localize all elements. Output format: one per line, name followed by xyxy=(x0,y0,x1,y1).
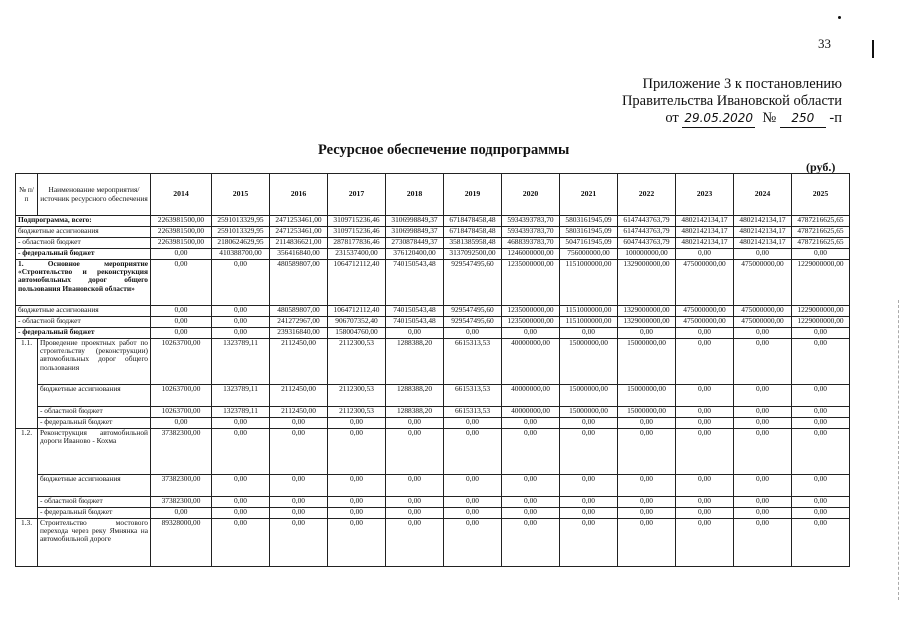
value-cell: 40000000,00 xyxy=(502,339,560,385)
value-cell: 0,00 xyxy=(560,429,618,475)
value-cell: 0,00 xyxy=(328,429,386,475)
value-cell: 0,00 xyxy=(792,497,850,508)
value-cell: 3109715236,46 xyxy=(328,227,386,238)
value-cell: 0,00 xyxy=(444,508,502,519)
value-cell: 0,00 xyxy=(676,407,734,418)
value-cell: 740150543,48 xyxy=(386,317,444,328)
value-cell: 0,00 xyxy=(386,418,444,429)
value-cell: 2114836621,00 xyxy=(270,238,328,249)
value-cell: 929547495,60 xyxy=(444,260,502,306)
value-cell: 0,00 xyxy=(386,328,444,339)
table-row xyxy=(16,306,850,317)
value-cell: 3137092500,00 xyxy=(444,249,502,260)
col-year: 2021 xyxy=(560,174,618,216)
value-cell: 0,00 xyxy=(386,429,444,475)
table-row xyxy=(16,429,850,475)
value-cell: 37382300,00 xyxy=(151,475,212,497)
row-label: - областной бюджет xyxy=(38,407,151,418)
table-row xyxy=(16,328,850,339)
value-cell: 0,00 xyxy=(734,328,792,339)
value-cell: 480589807,00 xyxy=(270,306,328,317)
value-cell: 0,00 xyxy=(618,475,676,497)
value-cell: 3106998849,37 xyxy=(386,227,444,238)
value-cell: 0,00 xyxy=(560,328,618,339)
value-cell: 0,00 xyxy=(792,508,850,519)
value-cell: 1151000000,00 xyxy=(560,317,618,328)
value-cell: 10263700,00 xyxy=(151,385,212,407)
value-cell: 0,00 xyxy=(618,497,676,508)
page-number: 33 xyxy=(818,36,831,51)
value-cell: 2112450,00 xyxy=(270,339,328,385)
value-cell: 906707352,40 xyxy=(328,317,386,328)
value-cell: 100000000,00 xyxy=(618,249,676,260)
row-label: - областной бюджет xyxy=(38,497,151,508)
value-cell: 1064712112,40 xyxy=(328,306,386,317)
value-cell: 0,00 xyxy=(676,339,734,385)
margin-mark xyxy=(872,40,874,58)
value-cell: 0,00 xyxy=(328,497,386,508)
value-cell: 475000000,00 xyxy=(734,306,792,317)
value-cell: 4802142134,17 xyxy=(734,238,792,249)
table-row xyxy=(16,238,850,249)
value-cell: 0,00 xyxy=(734,497,792,508)
value-cell: 0,00 xyxy=(328,475,386,497)
value-cell: 0,00 xyxy=(386,475,444,497)
value-cell: 0,00 xyxy=(444,418,502,429)
value-cell: 0,00 xyxy=(676,249,734,260)
value-cell: 0,00 xyxy=(560,519,618,567)
value-cell: 929547495,60 xyxy=(444,317,502,328)
value-cell: 2112300,53 xyxy=(328,407,386,418)
scan-dot xyxy=(838,16,841,19)
value-cell: 5934393783,70 xyxy=(502,227,560,238)
scan-edge xyxy=(898,300,900,600)
value-cell: 0,00 xyxy=(676,418,734,429)
col-year: 2024 xyxy=(734,174,792,216)
value-cell: 0,00 xyxy=(618,429,676,475)
value-cell: 2878177836,46 xyxy=(328,238,386,249)
value-cell: 0,00 xyxy=(270,429,328,475)
item-index: 1.3. xyxy=(16,519,38,567)
value-cell: 0,00 xyxy=(270,475,328,497)
value-cell: 0,00 xyxy=(386,519,444,567)
value-cell: 40000000,00 xyxy=(502,385,560,407)
value-cell: 0,00 xyxy=(502,429,560,475)
document-title: Ресурсное обеспечение подпрограммы xyxy=(318,142,570,158)
value-cell: 0,00 xyxy=(560,418,618,429)
value-cell: 4802142134,17 xyxy=(676,216,734,227)
col-name: Наименование мероприятия/источник ресурсного обеспечения xyxy=(38,174,151,216)
table-row xyxy=(16,475,850,497)
value-cell: 2263981500,00 xyxy=(151,216,212,227)
value-cell: 0,00 xyxy=(212,497,270,508)
value-cell: 0,00 xyxy=(734,508,792,519)
appendix-line-2: Правительства Ивановской области xyxy=(621,93,842,109)
item-index: 1.1. xyxy=(16,339,38,429)
table-body xyxy=(16,216,850,567)
value-cell: 0,00 xyxy=(502,328,560,339)
value-cell: 2591013329,95 xyxy=(212,216,270,227)
value-cell: 0,00 xyxy=(270,508,328,519)
value-cell: 0,00 xyxy=(676,328,734,339)
value-cell: 1246000000,00 xyxy=(502,249,560,260)
value-cell: 0,00 xyxy=(502,508,560,519)
value-cell: 6718478458,48 xyxy=(444,216,502,227)
value-cell: 0,00 xyxy=(328,508,386,519)
value-cell: 15000000,00 xyxy=(560,385,618,407)
row-label: - федеральный бюджет xyxy=(38,418,151,429)
value-cell: 0,00 xyxy=(676,385,734,407)
row-label: - федеральный бюджет xyxy=(16,249,151,260)
value-cell: 1288388,20 xyxy=(386,339,444,385)
number-suffix: -п xyxy=(829,110,842,126)
value-cell: 740150543,48 xyxy=(386,260,444,306)
value-cell: 15000000,00 xyxy=(618,407,676,418)
row-label: - областной бюджет xyxy=(16,317,151,328)
value-cell: 231537400,00 xyxy=(328,249,386,260)
row-label: бюджетные ассигнования xyxy=(38,475,151,497)
table-row xyxy=(16,519,850,567)
value-cell: 0,00 xyxy=(444,429,502,475)
table-row xyxy=(16,407,850,418)
value-cell: 1329000000,00 xyxy=(618,317,676,328)
value-cell: 89328000,00 xyxy=(151,519,212,567)
value-cell: 5803161945,09 xyxy=(560,227,618,238)
value-cell: 0,00 xyxy=(560,497,618,508)
value-cell: 475000000,00 xyxy=(676,260,734,306)
value-cell: 0,00 xyxy=(792,328,850,339)
value-cell: 4802142134,17 xyxy=(676,238,734,249)
value-cell: 3106998849,37 xyxy=(386,216,444,227)
value-cell: 1323789,11 xyxy=(212,339,270,385)
row-label: бюджетные ассигнования xyxy=(16,306,151,317)
value-cell: 1235000000,00 xyxy=(502,260,560,306)
value-cell: 4787216625,65 xyxy=(792,216,850,227)
value-cell: 0,00 xyxy=(386,508,444,519)
value-cell: 0,00 xyxy=(618,519,676,567)
col-year: 2022 xyxy=(618,174,676,216)
value-cell: 0,00 xyxy=(502,418,560,429)
value-cell: 0,00 xyxy=(792,407,850,418)
table-row xyxy=(16,227,850,238)
value-cell: 6615313,53 xyxy=(444,407,502,418)
value-cell: 0,00 xyxy=(212,508,270,519)
col-year: 2025 xyxy=(792,174,850,216)
value-cell: 0,00 xyxy=(444,328,502,339)
value-cell: 37382300,00 xyxy=(151,429,212,475)
from-label: от xyxy=(665,110,679,126)
value-cell: 10263700,00 xyxy=(151,339,212,385)
value-cell: 2263981500,00 xyxy=(151,227,212,238)
value-cell: 6147443763,79 xyxy=(618,227,676,238)
value-cell: 0,00 xyxy=(676,497,734,508)
value-cell: 0,00 xyxy=(676,475,734,497)
value-cell: 0,00 xyxy=(676,429,734,475)
value-cell: 4787216625,65 xyxy=(792,238,850,249)
value-cell: 1288388,20 xyxy=(386,407,444,418)
value-cell: 0,00 xyxy=(792,475,850,497)
value-cell: 6147443763,79 xyxy=(618,216,676,227)
value-cell: 475000000,00 xyxy=(734,260,792,306)
value-cell: 1323789,11 xyxy=(212,407,270,418)
table-row xyxy=(16,260,850,306)
value-cell: 0,00 xyxy=(444,497,502,508)
value-cell: 0,00 xyxy=(270,418,328,429)
value-cell: 475000000,00 xyxy=(734,317,792,328)
appendix-line-3 xyxy=(560,110,842,128)
table-row xyxy=(16,216,850,227)
value-cell: 241272967,00 xyxy=(270,317,328,328)
value-cell: 0,00 xyxy=(151,249,212,260)
col-year: 2018 xyxy=(386,174,444,216)
value-cell: 6047443763,79 xyxy=(618,238,676,249)
value-cell: 4787216625,65 xyxy=(792,227,850,238)
value-cell: 1329000000,00 xyxy=(618,260,676,306)
value-cell: 15000000,00 xyxy=(560,407,618,418)
value-cell: 0,00 xyxy=(151,260,212,306)
value-cell: 1288388,20 xyxy=(386,385,444,407)
col-year: 2015 xyxy=(212,174,270,216)
value-cell: 0,00 xyxy=(151,508,212,519)
table-row xyxy=(16,385,850,407)
decree-number: 250 xyxy=(780,110,826,128)
value-cell: 0,00 xyxy=(734,475,792,497)
value-cell: 0,00 xyxy=(734,385,792,407)
value-cell: 4802142134,17 xyxy=(676,227,734,238)
value-cell: 10263700,00 xyxy=(151,407,212,418)
value-cell: 37382300,00 xyxy=(151,497,212,508)
row-label: - федеральный бюджет xyxy=(16,328,151,339)
value-cell: 929547495,60 xyxy=(444,306,502,317)
value-cell: 15000000,00 xyxy=(560,339,618,385)
table-row xyxy=(16,249,850,260)
value-cell: 1323789,11 xyxy=(212,385,270,407)
value-cell: 0,00 xyxy=(618,508,676,519)
value-cell: 0,00 xyxy=(734,249,792,260)
value-cell: 4802142134,17 xyxy=(734,227,792,238)
col-year: 2016 xyxy=(270,174,328,216)
value-cell: 1064712112,40 xyxy=(328,260,386,306)
value-cell: 4688393783,70 xyxy=(502,238,560,249)
row-label: Подпрограмма, всего: xyxy=(16,216,151,227)
value-cell: 0,00 xyxy=(734,407,792,418)
row-label: бюджетные ассигнования xyxy=(38,385,151,407)
decree-date: 29.05.2020 xyxy=(682,110,755,128)
value-cell: 0,00 xyxy=(734,339,792,385)
row-label: 1. Основное мероприятие «Строительство и реконструкция автомобильных дорог общего пользования Ивановской области» xyxy=(16,260,151,306)
value-cell: 2471253461,00 xyxy=(270,227,328,238)
value-cell: 2591013329,95 xyxy=(212,227,270,238)
row-label: - федеральный бюджет xyxy=(38,508,151,519)
value-cell: 756000000,00 xyxy=(560,249,618,260)
value-cell: 376120400,00 xyxy=(386,249,444,260)
value-cell: 0,00 xyxy=(386,497,444,508)
value-cell: 6615313,53 xyxy=(444,339,502,385)
value-cell: 2730878449,37 xyxy=(386,238,444,249)
value-cell: 1151000000,00 xyxy=(560,306,618,317)
value-cell: 0,00 xyxy=(328,519,386,567)
value-cell: 0,00 xyxy=(792,249,850,260)
value-cell: 0,00 xyxy=(502,475,560,497)
value-cell: 1229000000,00 xyxy=(792,317,850,328)
value-cell: 1235000000,00 xyxy=(502,306,560,317)
value-cell: 480589807,00 xyxy=(270,260,328,306)
value-cell: 0,00 xyxy=(212,429,270,475)
value-cell: 0,00 xyxy=(502,497,560,508)
value-cell: 0,00 xyxy=(676,519,734,567)
item-name: Реконструкция автомобильной дороги Иваново - Кохма xyxy=(38,429,151,475)
value-cell: 158004760,00 xyxy=(328,328,386,339)
item-name: Строительство мостового перехода через реку Ямнянка на автомобильной дороге xyxy=(38,519,151,567)
appendix-line-1: Приложение 3 к постановлению xyxy=(642,76,842,92)
value-cell: 475000000,00 xyxy=(676,317,734,328)
appendix-header xyxy=(560,76,842,128)
col-year: 2017 xyxy=(328,174,386,216)
value-cell: 15000000,00 xyxy=(618,339,676,385)
value-cell: 0,00 xyxy=(734,418,792,429)
value-cell: 0,00 xyxy=(212,306,270,317)
value-cell: 0,00 xyxy=(444,475,502,497)
value-cell: 475000000,00 xyxy=(676,306,734,317)
value-cell: 2112450,00 xyxy=(270,385,328,407)
row-label: - областной бюджет xyxy=(16,238,151,249)
value-cell: 40000000,00 xyxy=(502,407,560,418)
resource-table xyxy=(15,173,850,567)
table-row xyxy=(16,339,850,385)
value-cell: 0,00 xyxy=(212,519,270,567)
value-cell: 1329000000,00 xyxy=(618,306,676,317)
value-cell: 0,00 xyxy=(151,317,212,328)
value-cell: 2112450,00 xyxy=(270,407,328,418)
col-year: 2020 xyxy=(502,174,560,216)
unit-label: (руб.) xyxy=(806,160,836,174)
value-cell: 0,00 xyxy=(734,429,792,475)
value-cell: 1229000000,00 xyxy=(792,306,850,317)
value-cell: 0,00 xyxy=(444,519,502,567)
value-cell: 4802142134,17 xyxy=(734,216,792,227)
table-row xyxy=(16,317,850,328)
value-cell: 2180624629,95 xyxy=(212,238,270,249)
value-cell: 2112300,53 xyxy=(328,339,386,385)
value-cell: 3109715236,46 xyxy=(328,216,386,227)
value-cell: 15000000,00 xyxy=(618,385,676,407)
value-cell: 0,00 xyxy=(618,328,676,339)
col-year: 2023 xyxy=(676,174,734,216)
table-row xyxy=(16,418,850,429)
value-cell: 410388700,00 xyxy=(212,249,270,260)
value-cell: 6718478458,48 xyxy=(444,227,502,238)
table-row xyxy=(16,508,850,519)
number-label: № xyxy=(762,110,777,126)
value-cell: 0,00 xyxy=(151,306,212,317)
value-cell: 0,00 xyxy=(792,385,850,407)
value-cell: 2112300,53 xyxy=(328,385,386,407)
item-name: Проведение проектных работ по строительству (реконструкции) автомобильных дорог общего пользования xyxy=(38,339,151,385)
value-cell: 0,00 xyxy=(560,508,618,519)
value-cell: 1151000000,00 xyxy=(560,260,618,306)
value-cell: 0,00 xyxy=(270,497,328,508)
col-year: 2019 xyxy=(444,174,502,216)
value-cell: 0,00 xyxy=(502,519,560,567)
value-cell: 6615313,53 xyxy=(444,385,502,407)
value-cell: 239316840,00 xyxy=(270,328,328,339)
value-cell: 2263981500,00 xyxy=(151,238,212,249)
value-cell: 0,00 xyxy=(792,519,850,567)
row-label: бюджетные ассигнования xyxy=(16,227,151,238)
value-cell: 0,00 xyxy=(618,418,676,429)
value-cell: 0,00 xyxy=(328,418,386,429)
table-row xyxy=(16,497,850,508)
value-cell: 0,00 xyxy=(792,429,850,475)
value-cell: 5803161945,09 xyxy=(560,216,618,227)
value-cell: 2471253461,00 xyxy=(270,216,328,227)
value-cell: 0,00 xyxy=(212,328,270,339)
header-row xyxy=(16,174,850,216)
value-cell: 0,00 xyxy=(151,418,212,429)
value-cell: 0,00 xyxy=(560,475,618,497)
value-cell: 5047161945,09 xyxy=(560,238,618,249)
value-cell: 3581385958,48 xyxy=(444,238,502,249)
col-num: № п/п xyxy=(16,174,38,216)
value-cell: 0,00 xyxy=(212,475,270,497)
value-cell: 5934393783,70 xyxy=(502,216,560,227)
value-cell: 0,00 xyxy=(792,418,850,429)
value-cell: 740150543,48 xyxy=(386,306,444,317)
value-cell: 0,00 xyxy=(270,519,328,567)
value-cell: 0,00 xyxy=(151,328,212,339)
value-cell: 0,00 xyxy=(212,260,270,306)
value-cell: 0,00 xyxy=(734,519,792,567)
value-cell: 0,00 xyxy=(792,339,850,385)
value-cell: 0,00 xyxy=(676,508,734,519)
value-cell: 1229000000,00 xyxy=(792,260,850,306)
item-index: 1.2. xyxy=(16,429,38,519)
value-cell: 0,00 xyxy=(212,418,270,429)
value-cell: 1235000000,00 xyxy=(502,317,560,328)
value-cell: 0,00 xyxy=(212,317,270,328)
col-year: 2014 xyxy=(151,174,212,216)
value-cell: 356416840,00 xyxy=(270,249,328,260)
